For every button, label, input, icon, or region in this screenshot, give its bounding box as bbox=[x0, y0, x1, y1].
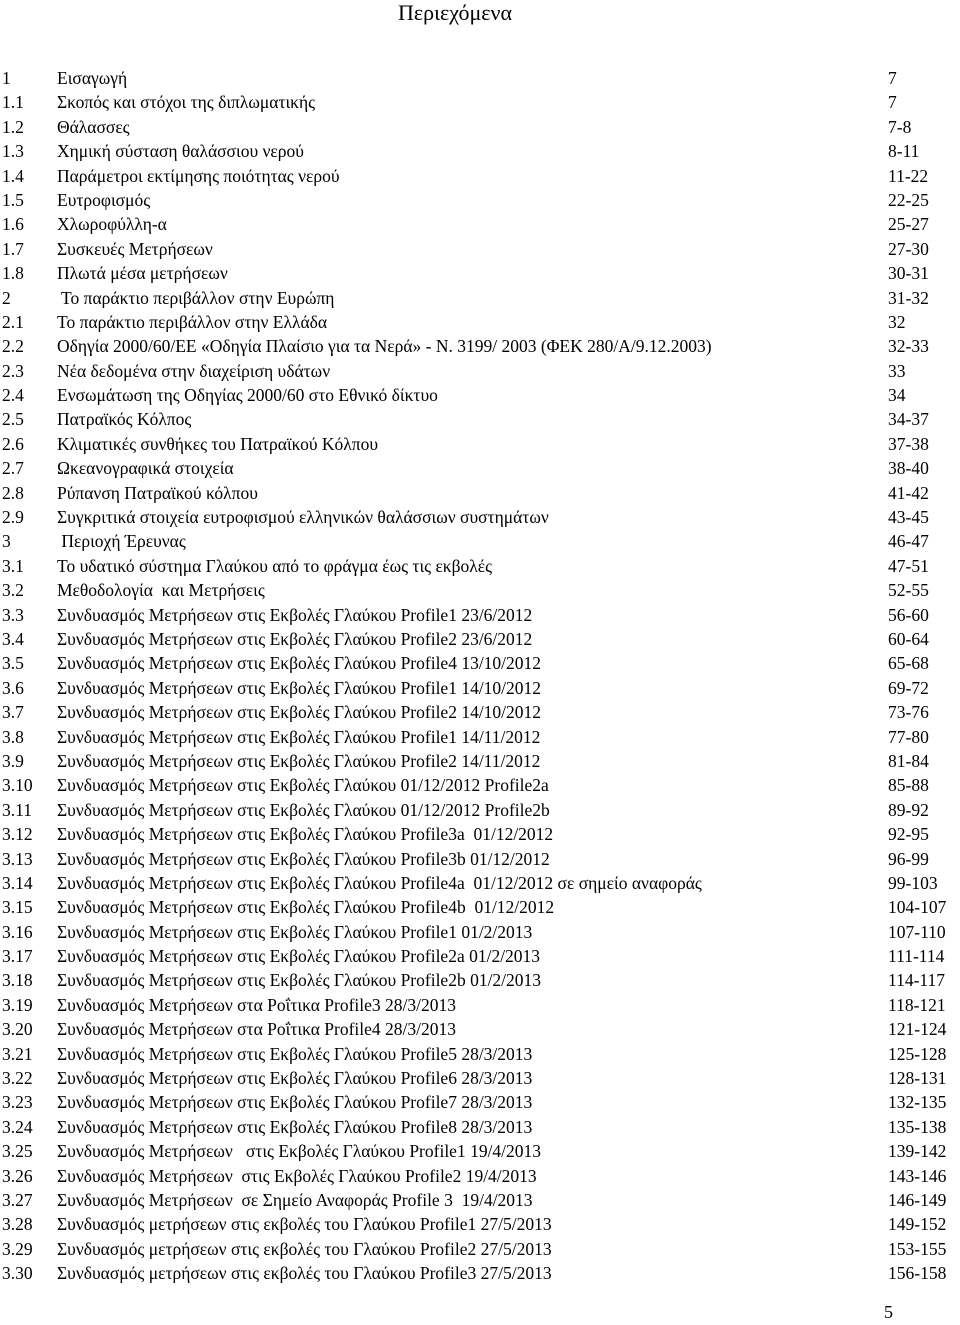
toc-entry bbox=[0, 1261, 960, 1285]
toc-entry-title: Συνδυασμός Μετρήσεων στις Εκβολές Γλαύκου Profile4 13/10/2012 bbox=[57, 653, 542, 674]
toc-entry-pages: 118-121 bbox=[888, 994, 946, 1015]
toc-entry-number: 3.9 bbox=[2, 750, 24, 771]
toc-entry-pages: 11-22 bbox=[888, 165, 929, 186]
toc-entry bbox=[0, 456, 960, 480]
toc-entry-title: Συνδυασμός Μετρήσεων στις Εκβολές Γλαύκου Profile1 14/11/2012 bbox=[57, 726, 541, 747]
toc-entry-number: 3.1 bbox=[2, 555, 24, 576]
toc-entry bbox=[0, 529, 960, 553]
toc-entry-title: Συνδυασμός Μετρήσεων στα Ροΐτικα Profile3 28/3/2013 bbox=[57, 994, 457, 1015]
toc-entry-number: 3.24 bbox=[2, 1116, 33, 1137]
toc-entry-pages: 135-138 bbox=[888, 1116, 947, 1137]
toc-entry-number: 3.10 bbox=[2, 775, 33, 796]
toc-entry-title: Το παράκτιο περιβάλλον στην Ελλάδα bbox=[57, 311, 328, 332]
toc-entry bbox=[0, 554, 960, 578]
toc-entry-number: 3.27 bbox=[2, 1189, 33, 1210]
toc-entry bbox=[0, 993, 960, 1017]
toc-entry-number: 3.19 bbox=[2, 994, 33, 1015]
toc-entry-title: Συνδυασμός μετρήσεων στις εκβολές του Γλαύκου Profile3 27/5/2013 bbox=[57, 1263, 552, 1284]
toc-entry-pages: 107-110 bbox=[888, 921, 946, 942]
toc-entry-number: 3.21 bbox=[2, 1043, 33, 1064]
toc-entry-title: Χλωροφύλλη-α bbox=[57, 214, 167, 235]
toc-entry-title: Συνδυασμός Μετρήσεων στις Εκβολές Γλαύκου Profile1 23/6/2012 bbox=[57, 604, 533, 625]
toc-entry bbox=[0, 920, 960, 944]
toc-entry bbox=[0, 749, 960, 773]
toc-entry-number: 3.30 bbox=[2, 1263, 33, 1284]
toc-entry-pages: 132-135 bbox=[888, 1092, 947, 1113]
toc-entry bbox=[0, 90, 960, 114]
page-number: 5 bbox=[884, 1302, 893, 1322]
toc-entry-pages: 153-155 bbox=[888, 1238, 947, 1259]
toc-entry-title: Ενσωμάτωση της Οδηγίας 2000/60 στο Εθνικό δίκτυο bbox=[57, 385, 438, 406]
toc-entry-pages: 43-45 bbox=[888, 507, 929, 528]
toc-entry-number: 2.5 bbox=[2, 409, 24, 430]
toc-entry bbox=[0, 212, 960, 236]
toc-entry-title: Χημική σύσταση θαλάσσιου νερού bbox=[57, 141, 304, 162]
toc-entry-number: 1.5 bbox=[2, 189, 24, 210]
toc-entry-title: Συνδυασμός Μετρήσεων στις Εκβολές Γλαύκου Profile3a 01/12/2012 bbox=[57, 824, 554, 845]
toc-entry bbox=[0, 968, 960, 992]
toc-entry bbox=[0, 603, 960, 627]
toc-entry-pages: 7 bbox=[888, 92, 897, 113]
toc-entry bbox=[0, 725, 960, 749]
toc-entry-pages: 104-107 bbox=[888, 897, 947, 918]
toc-entry-pages: 128-131 bbox=[888, 1068, 947, 1089]
toc-entry-title: Ρύπανση Πατραϊκού κόλπου bbox=[57, 482, 258, 503]
toc-entry-pages: 31-32 bbox=[888, 287, 929, 308]
toc-entry-number: 3 bbox=[2, 531, 11, 552]
toc-entry-title: Συνδυασμός Μετρήσεων στις Εκβολές Γλαύκου 01/12/2012 Profile2b bbox=[57, 799, 550, 820]
toc-entry-pages: 89-92 bbox=[888, 799, 929, 820]
toc-entry-pages: 52-55 bbox=[888, 580, 929, 601]
toc-entry-title: Συνδυασμός Μετρήσεων στις Εκβολές Γλαύκου Profile2 14/10/2012 bbox=[57, 702, 542, 723]
toc-entry-number: 3.13 bbox=[2, 848, 33, 869]
toc-entry-number: 2.1 bbox=[2, 311, 24, 332]
toc-entry-title: Το παράκτιο περιβάλλον στην Ευρώπη bbox=[57, 287, 335, 308]
toc-entry-pages: 41-42 bbox=[888, 482, 929, 503]
toc-entry-title: Συσκευές Μετρήσεων bbox=[57, 238, 213, 259]
toc-entry bbox=[0, 310, 960, 334]
toc-entry bbox=[0, 188, 960, 212]
toc-entry bbox=[0, 798, 960, 822]
toc-entry-title: Παράμετροι εκτίμησης ποιότητας νερού bbox=[57, 165, 340, 186]
toc-entry-number: 3.26 bbox=[2, 1165, 33, 1186]
toc-entry-pages: 99-103 bbox=[888, 872, 938, 893]
toc-entry-title: Σκοπός και στόχοι της διπλωματικής bbox=[57, 92, 316, 113]
toc-entry-number: 3.11 bbox=[2, 799, 32, 820]
toc-entry-number: 1.1 bbox=[2, 92, 24, 113]
toc-entry bbox=[0, 1139, 960, 1163]
toc-entry bbox=[0, 895, 960, 919]
toc-entry-title: Συνδυασμός Μετρήσεων στις Εκβολές Γλαύκου Profile6 28/3/2013 bbox=[57, 1068, 533, 1089]
toc-entry bbox=[0, 1237, 960, 1261]
toc-entry-number: 3.29 bbox=[2, 1238, 33, 1259]
toc-entry-title: Συνδυασμός Μετρήσεων στις Εκβολές Γλαύκου Profile7 28/3/2013 bbox=[57, 1092, 533, 1113]
toc-entry-pages: 143-146 bbox=[888, 1165, 947, 1186]
toc-entry-pages: 77-80 bbox=[888, 726, 929, 747]
toc-entry-title: Ευτροφισμός bbox=[57, 189, 151, 210]
toc-entry-number: 1.4 bbox=[2, 165, 24, 186]
toc-entry-title: Θάλασσες bbox=[57, 116, 130, 137]
toc-entry-pages: 34 bbox=[888, 385, 906, 406]
toc-entry-number: 3.28 bbox=[2, 1214, 33, 1235]
toc-entry-title: Συνδυασμός μετρήσεων στις εκβολές του Γλαύκου Profile2 27/5/2013 bbox=[57, 1238, 552, 1259]
table-of-contents bbox=[0, 66, 960, 1286]
toc-entry-title: Συνδυασμός Μετρήσεων στις Εκβολές Γλαύκου Profile2b 01/2/2013 bbox=[57, 970, 542, 991]
toc-entry bbox=[0, 944, 960, 968]
toc-entry-number: 1.6 bbox=[2, 214, 24, 235]
toc-entry-number: 3.22 bbox=[2, 1068, 33, 1089]
toc-entry-title: Συνδυασμός Μετρήσεων στις Εκβολές Γλαύκου Profile4a 01/12/2012 σε σημείο αναφοράς bbox=[57, 872, 702, 893]
toc-entry-number: 2.2 bbox=[2, 336, 24, 357]
toc-entry-title: Πατραϊκός Κόλπος bbox=[57, 409, 192, 430]
toc-entry-title: Συνδυασμός Μετρήσεων στις Εκβολές Γλαύκου 01/12/2012 Profile2a bbox=[57, 775, 549, 796]
toc-entry-number: 2.9 bbox=[2, 507, 24, 528]
toc-entry-pages: 46-47 bbox=[888, 531, 929, 552]
toc-entry bbox=[0, 286, 960, 310]
toc-entry-pages: 92-95 bbox=[888, 824, 929, 845]
toc-entry-title: Συνδυασμός Μετρήσεων στις Εκβολές Γλαύκου Profile1 01/2/2013 bbox=[57, 921, 533, 942]
toc-entry bbox=[0, 676, 960, 700]
toc-entry bbox=[0, 505, 960, 529]
toc-entry-number: 1.2 bbox=[2, 116, 24, 137]
toc-entry-number: 1.7 bbox=[2, 238, 24, 259]
toc-entry-pages: 7 bbox=[888, 68, 897, 88]
toc-entry-title: Συνδυασμός Μετρήσεων στις Εκβολές Γλαύκου Profile1 14/10/2012 bbox=[57, 677, 542, 698]
toc-entry bbox=[0, 871, 960, 895]
toc-entry-number: 2.8 bbox=[2, 482, 24, 503]
toc-entry-title: Συνδυασμός Μετρήσεων στις Εκβολές Γλαύκου Profile4b 01/12/2012 bbox=[57, 897, 555, 918]
toc-entry-title: Συνδυασμός Μετρήσεων σε Σημείο Αναφοράς Profile 3 19/4/2013 bbox=[57, 1189, 533, 1210]
toc-entry-pages: 8-11 bbox=[888, 141, 920, 162]
toc-entry-title: Συνδυασμός Μετρήσεων στις Εκβολές Γλαύκου Profile2a 01/2/2013 bbox=[57, 946, 541, 967]
toc-entry bbox=[0, 334, 960, 358]
toc-entry-pages: 125-128 bbox=[888, 1043, 947, 1064]
toc-entry bbox=[0, 237, 960, 261]
toc-entry-number: 2.7 bbox=[2, 458, 24, 479]
toc-entry-number: 1.3 bbox=[2, 141, 24, 162]
toc-entry bbox=[0, 359, 960, 383]
toc-entry-pages: 7-8 bbox=[888, 116, 912, 137]
toc-entry bbox=[0, 139, 960, 163]
toc-entry bbox=[0, 773, 960, 797]
toc-entry-title: Συνδυασμός Μετρήσεων στις Εκβολές Γλαύκου Profile3b 01/12/2012 bbox=[57, 848, 550, 869]
toc-entry-pages: 139-142 bbox=[888, 1141, 947, 1162]
toc-entry-pages: 33 bbox=[888, 360, 906, 381]
toc-entry-pages: 156-158 bbox=[888, 1263, 947, 1284]
toc-entry-number: 3.16 bbox=[2, 921, 33, 942]
toc-entry-pages: 146-149 bbox=[888, 1189, 947, 1210]
toc-entry-pages: 56-60 bbox=[888, 604, 929, 625]
toc-entry-title: Νέα δεδομένα στην διαχείριση υδάτων bbox=[57, 360, 331, 381]
toc-entry bbox=[0, 847, 960, 871]
toc-entry-number: 3.17 bbox=[2, 946, 33, 967]
toc-entry-number: 3.23 bbox=[2, 1092, 33, 1113]
toc-entry-number: 2.3 bbox=[2, 360, 24, 381]
toc-entry bbox=[0, 481, 960, 505]
toc-entry bbox=[0, 1042, 960, 1066]
toc-entry bbox=[0, 627, 960, 651]
toc-entry-number: 3.2 bbox=[2, 580, 24, 601]
toc-entry bbox=[0, 115, 960, 139]
toc-entry-number: 3.18 bbox=[2, 970, 33, 991]
toc-entry bbox=[0, 1017, 960, 1041]
toc-entry-pages: 34-37 bbox=[888, 409, 929, 430]
toc-entry-number: 3.5 bbox=[2, 653, 24, 674]
toc-entry-number: 3.3 bbox=[2, 604, 24, 625]
toc-entry bbox=[0, 1090, 960, 1114]
toc-entry-pages: 81-84 bbox=[888, 750, 929, 771]
toc-entry-title: Συνδυασμός Μετρήσεων στις Εκβολές Γλαύκου Profile2 23/6/2012 bbox=[57, 628, 533, 649]
toc-entry-title: Το υδατικό σύστημα Γλαύκου από το φράγμα έως τις εκβολές bbox=[57, 555, 493, 576]
toc-entry-pages: 149-152 bbox=[888, 1214, 947, 1235]
toc-entry-number: 3.14 bbox=[2, 872, 33, 893]
toc-entry-title: Εισαγωγή bbox=[57, 68, 128, 88]
toc-entry-title: Μεθοδολογία και Μετρήσεις bbox=[57, 580, 265, 601]
toc-entry-pages: 73-76 bbox=[888, 702, 929, 723]
toc-entry-number: 1.8 bbox=[2, 263, 24, 284]
toc-entry bbox=[0, 407, 960, 431]
toc-entry-number: 3.12 bbox=[2, 824, 33, 845]
toc-entry bbox=[0, 261, 960, 285]
toc-entry-title: Συνδυασμός Μετρήσεων στα Ροΐτικα Profile4 28/3/2013 bbox=[57, 1019, 457, 1040]
toc-entry bbox=[0, 1066, 960, 1090]
toc-entry-pages: 96-99 bbox=[888, 848, 929, 869]
toc-entry-number: 1 bbox=[2, 68, 11, 88]
toc-entry-number: 3.20 bbox=[2, 1019, 33, 1040]
toc-entry-number: 3.7 bbox=[2, 702, 24, 723]
toc-entry-pages: 121-124 bbox=[888, 1019, 947, 1040]
toc-entry bbox=[0, 1212, 960, 1236]
toc-entry-title: Συνδυασμός Μετρήσεων στις Εκβολές Γλαύκου Profile2 19/4/2013 bbox=[57, 1165, 537, 1186]
toc-entry-pages: 69-72 bbox=[888, 677, 929, 698]
toc-entry bbox=[0, 651, 960, 675]
toc-entry-pages: 111-114 bbox=[888, 946, 945, 967]
toc-entry bbox=[0, 1115, 960, 1139]
toc-entry-title: Συνδυασμός Μετρήσεων στις Εκβολές Γλαύκου Profile1 19/4/2013 bbox=[57, 1141, 542, 1162]
toc-entry-pages: 85-88 bbox=[888, 775, 929, 796]
toc-entry-pages: 30-31 bbox=[888, 263, 929, 284]
toc-entry-title: Συνδυασμός Μετρήσεων στις Εκβολές Γλαύκου Profile5 28/3/2013 bbox=[57, 1043, 533, 1064]
toc-entry bbox=[0, 700, 960, 724]
toc-entry-number: 3.4 bbox=[2, 628, 24, 649]
toc-entry-pages: 32-33 bbox=[888, 336, 929, 357]
toc-entry bbox=[0, 432, 960, 456]
toc-entry-pages: 60-64 bbox=[888, 628, 929, 649]
toc-entry-title: Περιοχή Έρευνας bbox=[57, 531, 186, 552]
toc-entry bbox=[0, 1164, 960, 1188]
toc-entry-number: 3.8 bbox=[2, 726, 24, 747]
page-title: Περιεχόμενα bbox=[397, 0, 513, 25]
toc-entry-pages: 47-51 bbox=[888, 555, 929, 576]
toc-entry bbox=[0, 383, 960, 407]
toc-entry-title: Πλωτά μέσα μετρήσεων bbox=[57, 263, 228, 284]
toc-entry-pages: 65-68 bbox=[888, 653, 929, 674]
toc-entry-number: 3.15 bbox=[2, 897, 33, 918]
toc-entry-pages: 32 bbox=[888, 311, 906, 332]
toc-entry-title: Ωκεανογραφικά στοιχεία bbox=[57, 458, 234, 479]
toc-entry-pages: 25-27 bbox=[888, 214, 929, 235]
toc-entry-number: 3.25 bbox=[2, 1141, 33, 1162]
toc-entry-number: 2.6 bbox=[2, 433, 24, 454]
toc-entry-number: 2.4 bbox=[2, 385, 24, 406]
toc-entry-pages: 38-40 bbox=[888, 458, 929, 479]
toc-entry-pages: 114-117 bbox=[888, 970, 946, 991]
toc-entry-pages: 27-30 bbox=[888, 238, 929, 259]
toc-entry-number: 2 bbox=[2, 287, 11, 308]
toc-entry-title: Συνδυασμός μετρήσεων στις εκβολές του Γλαύκου Profile1 27/5/2013 bbox=[57, 1214, 552, 1235]
toc-entry bbox=[0, 578, 960, 602]
toc-entry-number: 3.6 bbox=[2, 677, 24, 698]
toc-entry bbox=[0, 822, 960, 846]
toc-entry bbox=[0, 164, 960, 188]
toc-entry-title: Συγκριτικά στοιχεία ευτροφισμού ελληνικών θαλάσσιων συστημάτων bbox=[57, 507, 549, 528]
toc-entry-title: Κλιματικές συνθήκες του Πατραϊκού Κόλπου bbox=[57, 433, 379, 454]
toc-entry-pages: 37-38 bbox=[888, 433, 929, 454]
toc-entry-title: Συνδυασμός Μετρήσεων στις Εκβολές Γλαύκου Profile8 28/3/2013 bbox=[57, 1116, 533, 1137]
toc-entry bbox=[0, 1188, 960, 1212]
toc-entry bbox=[0, 66, 960, 90]
toc-entry-title: Συνδυασμός Μετρήσεων στις Εκβολές Γλαύκου Profile2 14/11/2012 bbox=[57, 750, 541, 771]
toc-entry-pages: 22-25 bbox=[888, 189, 929, 210]
toc-entry-title: Οδηγία 2000/60/ΕΕ «Οδηγία Πλαίσιο για τα Νερά» - Ν. 3199/ 2003 (ΦΕΚ 280/Α/9.12.2003) bbox=[57, 336, 712, 357]
